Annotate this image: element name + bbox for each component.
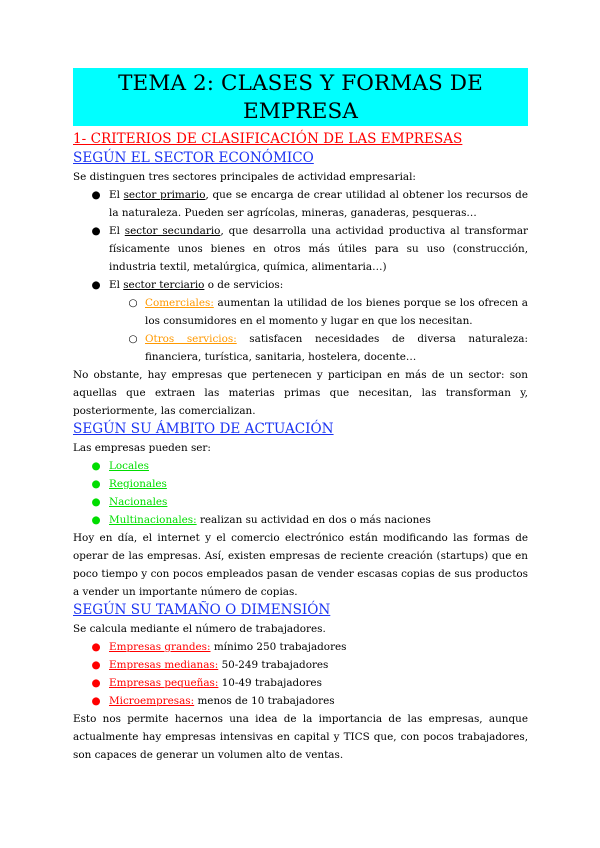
term-nacionales: Nacionales [109, 496, 168, 508]
term-sector-primario: sector primario [123, 189, 206, 201]
term-pequenas: Empresas pequeñas: [109, 677, 219, 689]
bullet-icon: ● [91, 659, 101, 671]
term-locales: Locales [109, 460, 149, 472]
ambito-intro: Las empresas pueden ser: [73, 442, 211, 454]
ambito-list [73, 457, 528, 529]
list-item-otros-servicios [73, 330, 528, 366]
list-item-pequenas [73, 674, 528, 692]
list-item-microempresas [73, 692, 528, 710]
tamano-list [73, 638, 528, 710]
bullet-icon: ● [91, 460, 101, 472]
tamano-intro: Se calcula mediante el número de trabajadores. [73, 623, 326, 635]
list-item-comerciales [73, 294, 528, 330]
bullet-icon: ● [91, 514, 101, 526]
bullet-icon: ● [91, 496, 101, 508]
item-prefix: El [109, 279, 124, 291]
item-text: , que desarrolla una actividad productiva al transformar físicamente unos bienes en otros más útiles para su uso (construcción, industria textil, metalúrgica, química, alimentaria…) [109, 225, 528, 273]
bullet-icon: ● [91, 695, 101, 707]
term-comerciales: Comerciales: [145, 297, 214, 309]
item-text: , que se encarga de crear utilidad al obtener los recursos de la naturaleza. Pueden ser agrícolas, mineras, ganaderas, pesqueras… [109, 189, 528, 219]
list-item-terciario [73, 276, 528, 294]
term-sector-terciario: sector terciario [123, 279, 205, 291]
sector-intro: Se distinguen tres sectores principales de actividad empresarial: [73, 171, 416, 183]
tamano-note: Esto nos permite hacernos una idea de la importancia de las empresas, aunque actualmente hay empresas intensivas en capital y TICS que, con pocos trabajadores, son capaces de generar un volumen alto de ventas. [73, 713, 528, 761]
item-prefix: El [109, 225, 125, 237]
item-text: realizan su actividad en dos o más naciones [196, 514, 431, 526]
ambito-note: Hoy en día, el internet y el comercio electrónico están modificando las formas de operar de las empresas. Así, existen empresas de reciente creación (startups) que en poco tiempo y con pocos empleados pasan de vender escasas copias de sus productos a vender un importante número de copias. [73, 532, 528, 598]
circle-bullet-icon: ○ [128, 297, 138, 309]
section-heading-criterios: 1- CRITERIOS DE CLASIFICACIÓN DE LAS EMPRESAS [73, 131, 463, 147]
bullet-icon: ● [91, 641, 101, 653]
bullet-icon: ● [91, 478, 101, 490]
sector-list [73, 186, 528, 366]
list-item-nacionales [73, 493, 528, 511]
subheading-sector: SEGÚN EL SECTOR ECONÓMICO [73, 150, 314, 166]
list-item-multinacionales [73, 511, 528, 529]
term-regionales: Regionales [109, 478, 167, 490]
title-container [73, 68, 528, 126]
item-text: menos de 10 trabajadores [194, 695, 335, 707]
document-title: TEMA 2: CLASES Y FORMAS DE EMPRESA [73, 68, 528, 126]
item-text: 50-249 trabajadores [218, 659, 329, 671]
list-item-locales [73, 457, 528, 475]
item-prefix: El [109, 189, 124, 201]
list-item-medianas [73, 656, 528, 674]
list-item-primario [73, 186, 528, 222]
list-item-secundario [73, 222, 528, 276]
bullet-icon: ● [91, 279, 101, 291]
bullet-icon: ● [91, 225, 101, 237]
term-grandes: Empresas grandes: [109, 641, 211, 653]
item-text: satisfacen necesidades de diversa naturaleza: financiera, turística, sanitaria, hostelera, docente… [145, 333, 528, 363]
bullet-icon: ● [91, 677, 101, 689]
term-microempresas: Microempresas: [109, 695, 195, 707]
term-otros-servicios: Otros servicios: [145, 333, 237, 345]
item-text: o de servicios: [204, 279, 284, 291]
item-text: mínimo 250 trabajadores [210, 641, 347, 653]
document-page [73, 68, 528, 764]
list-item-grandes [73, 638, 528, 656]
subheading-ambito: SEGÚN SU ÁMBITO DE ACTUACIÓN [73, 421, 334, 437]
sector-note: No obstante, hay empresas que pertenecen y participan en más de un sector: son aquellas que extraen las materias primas que necesitan, las transforman y, posteriormente, las comercializan. [73, 369, 528, 417]
term-multinacionales: Multinacionales: [109, 514, 197, 526]
term-sector-secundario: sector secundario [124, 225, 221, 237]
subheading-tamano: SEGÚN SU TAMAÑO O DIMENSIÓN [73, 602, 331, 618]
list-item-regionales [73, 475, 528, 493]
item-text: 10-49 trabajadores [218, 677, 322, 689]
bullet-icon: ● [91, 189, 101, 201]
term-medianas: Empresas medianas: [109, 659, 219, 671]
item-text: aumentan la utilidad de los bienes porque se los ofrecen a los consumidores en el momento y lugar en que los necesitan. [145, 297, 528, 327]
circle-bullet-icon: ○ [128, 333, 138, 345]
